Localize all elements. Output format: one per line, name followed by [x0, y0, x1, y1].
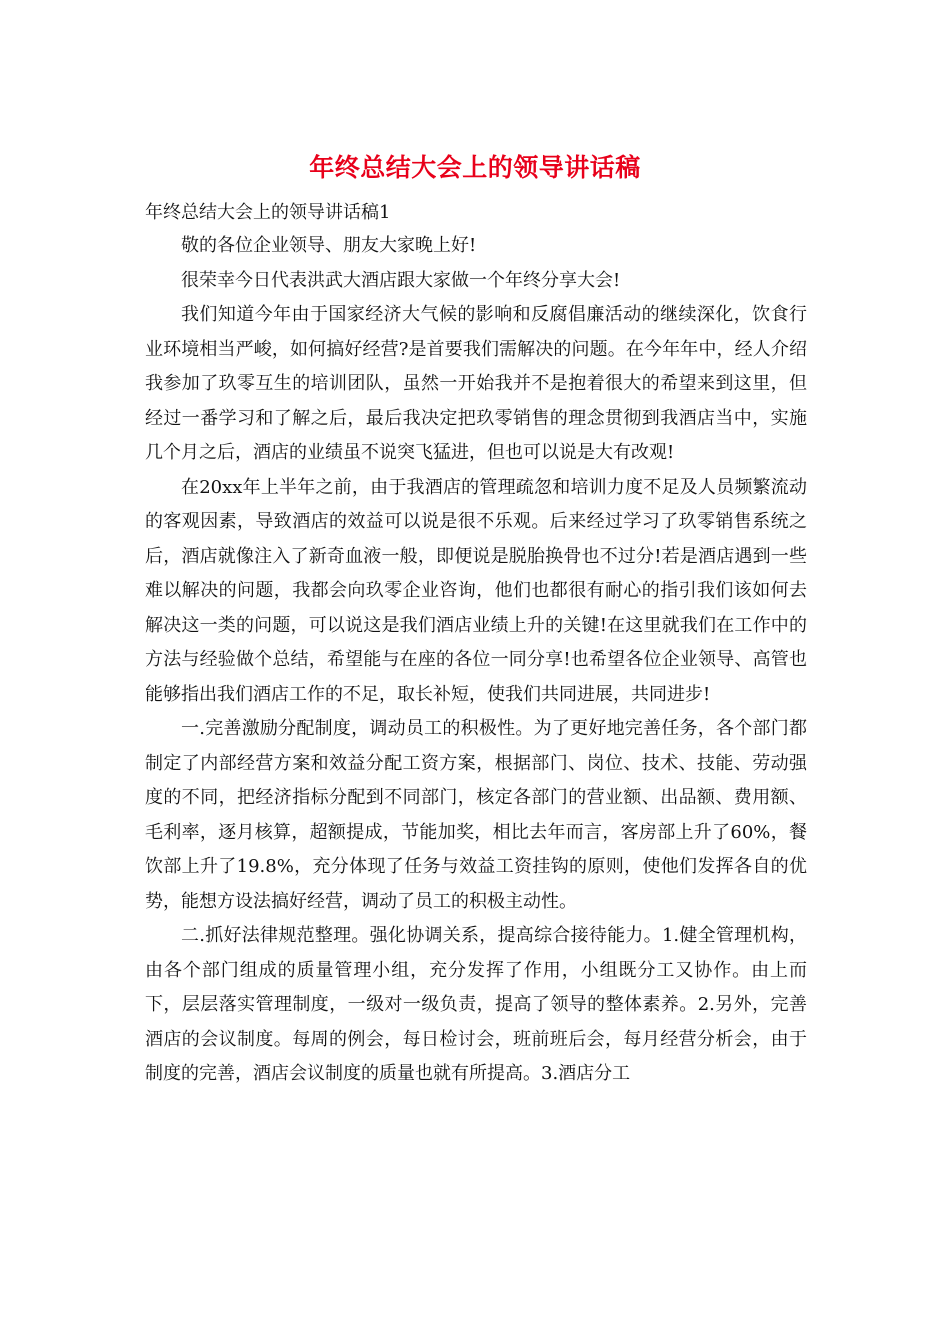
paragraph-intro: 很荣幸今日代表洪武大酒店跟大家做一个年终分享大会!: [181, 269, 621, 291]
document-body: [145, 229, 807, 1092]
paragraph-point-two: 二.抓好法律规范整理。强化协调关系，提高综合接待能力。1.健全管理机构，由各个部门组成的质量管理小组，充分发挥了作用，小组既分工又协作。由上而下，层层落实管理制度，一级对一级负责，提高了领导的整体素养。2.另外，完善酒店的会议制度。每周的例会，每日检讨会，班前班后会，每月经营分析会，由于制度的完善，酒店会议制度的质量也就有所提高。3.酒店分工: [145, 925, 807, 1084]
paragraph-point-one: 一.完善激励分配制度，调动员工的积极性。为了更好地完善任务，各个部门都制定了内部经营方案和效益分配工资方案，根据部门、岗位、技术、技能、劳动强度的不同，把经济指标分配到不同部门，核定各部门的营业额、出品额、费用额、毛利率，逐月核算，超额提成，节能加奖，相比去年而言，客房部上升了60%，餐饮部上升了19.8%，充分体现了任务与效益工资挂钩的原则，使他们发挥各自的优势，能想方设法搞好经营，调动了员工的积极主动性。: [145, 718, 807, 912]
document-title: 年终总结大会上的领导讲话稿: [309, 153, 641, 182]
document-subtitle: 年终总结大会上的领导讲话稿1: [145, 202, 391, 223]
paragraph-background: 我们知道今年由于国家经济大气候的影响和反腐倡廉活动的继续深化，饮食行业环境相当严峻，如何搞好经营?是首要我们需解决的问题。在今年年中，经人介绍我参加了玖零互生的培训团队，虽然一开始我并不是抱着很大的希望来到这里，但经过一番学习和了解之后，最后我决定把玖零销售的理念贯彻到我酒店当中，实施几个月之后，酒店的业绩虽不说突飞猛进，但也可以说是大有改观!: [145, 304, 807, 463]
paragraph-first-half: 在20xx年上半年之前，由于我酒店的管理疏忽和培训力度不足及人员频繁流动的客观因素，导致酒店的效益可以说是很不乐观。后来经过学习了玖零销售系统之后，酒店就像注入了新奇血液一般，即便说是脱胎换骨也不过分!若是酒店遇到一些难以解决的问题，我都会向玖零企业咨询，他们也都很有耐心的指引我们该如何去解决这一类的问题，可以说这是我们酒店业绩上升的关键!在这里就我们在工作中的方法与经验做个总结，希望能与在座的各位一同分享!也希望各位企业领导、高管也能够指出我们酒店工作的不足，取长补短，使我们共同进展，共同进步!: [145, 476, 807, 705]
paragraph-greeting: 敬的各位企业领导、朋友大家晚上好!: [181, 235, 477, 256]
